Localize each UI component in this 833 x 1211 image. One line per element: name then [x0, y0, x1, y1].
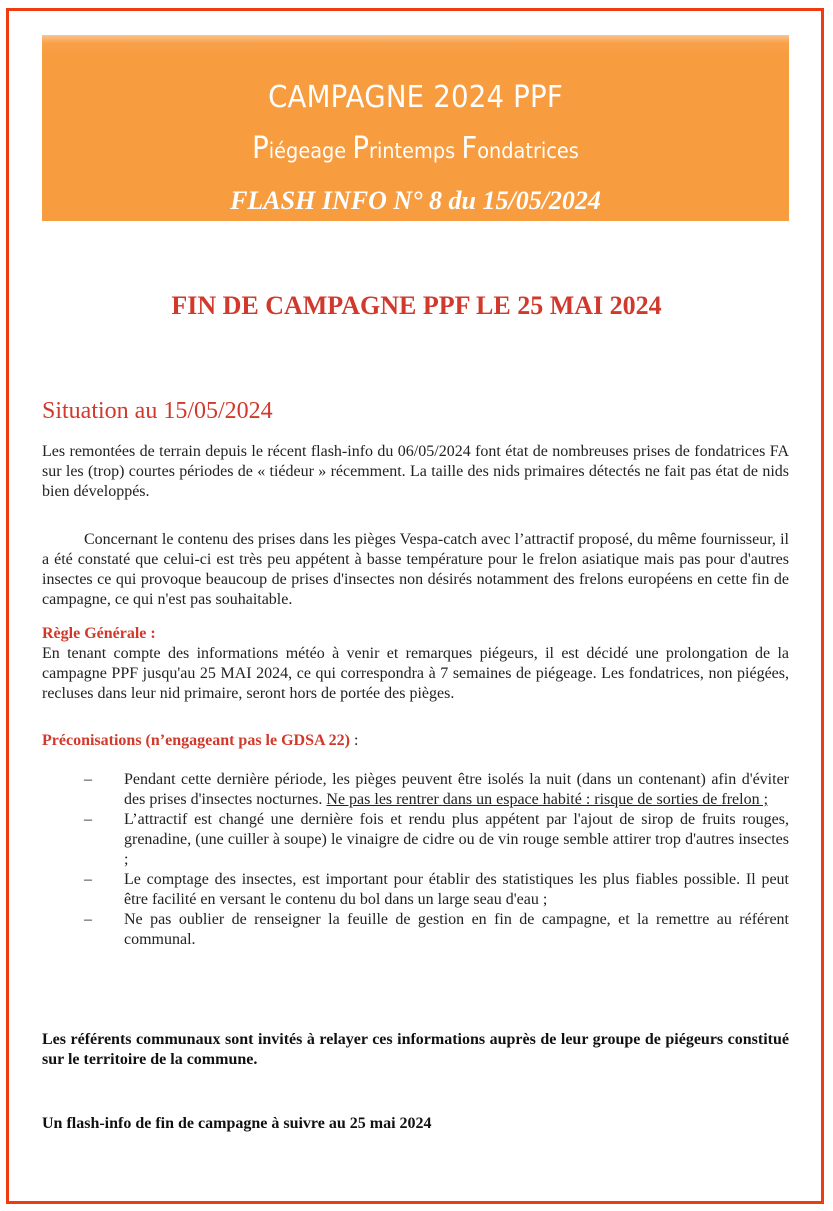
- preconisations-colon: :: [350, 732, 359, 749]
- list-item-text: Pendant cette dernière période, les pièges peuvent être isolés la nuit (dans un contenant) afin d'éviter des prises d'insectes nocturnes.: [124, 771, 789, 808]
- dash-bullet-icon: –: [84, 771, 92, 788]
- list-item: [84, 870, 789, 910]
- subtitle-word: iégeage: [268, 139, 353, 163]
- preconisations-heading: Préconisations (n’engageant pas le GDSA 22): [42, 732, 350, 749]
- subtitle-initial: F: [461, 131, 478, 166]
- situation-heading: Situation au 15/05/2024: [42, 398, 273, 424]
- subtitle-word: rintemps: [368, 139, 462, 163]
- list-item-text: Le comptage des insectes, est important pour établir des statistiques les plus fiables possible. Il peut être facilité en versant le contenu du bol dans un large seau d'eau ;: [124, 871, 789, 908]
- subtitle-initial: P: [352, 131, 369, 166]
- header-banner: [42, 35, 789, 221]
- list-item-text: Ne pas oublier de renseigner la feuille de gestion en fin de campagne, et la remettre au référent communal.: [124, 911, 789, 948]
- dash-bullet-icon: –: [84, 871, 92, 888]
- list-item: [84, 770, 789, 810]
- main-title: FIN DE CAMPAGNE PPF LE 25 MAI 2024: [171, 291, 662, 320]
- banner-subtitle: [72, 131, 759, 166]
- subtitle-initial: P: [252, 131, 269, 166]
- banner-title: CAMPAGNE 2024 PPF: [268, 80, 563, 115]
- regle-heading: Règle Générale :: [42, 625, 156, 642]
- list-item-underlined-warning: Ne pas les rentrer dans un espace habité : risque de sorties de frelon ;: [326, 791, 769, 808]
- dash-bullet-icon: –: [84, 811, 92, 828]
- preconisations-heading-row: [42, 731, 789, 751]
- list-item: [84, 810, 789, 870]
- dash-bullet-icon: –: [84, 911, 92, 928]
- referents-notice: Les référents communaux sont invités à relayer ces informations auprès de leur groupe de piégeurs constitué sur le territoire de la commune.: [42, 1031, 789, 1068]
- preconisations-list: [84, 770, 789, 950]
- situation-paragraph-2: Concernant le contenu des prises dans les pièges Vespa-catch avec l’attractif proposé, du même fournisseur, il a été constaté que celui-ci est très peu appétent à basse température pour le frelon asiatique mais pas pour d'autres insectes ce qui provoque beaucoup de prises d'insectes non désirés notamment des frelons européens en cette fin de campagne, ce qui n'est pas souhaitable.: [42, 531, 789, 608]
- list-item: [84, 910, 789, 950]
- regle-text: En tenant compte des informations météo à venir et remarques piégeurs, il est décidé une prolongation de la campagne PPF jusqu'au 25 MAI 2024, ce qui correspondra à 7 semaines de piégeage. Les fondatrices, non piégées, recluses dans leur nid primaire, seront hors de portée des pièges.: [42, 645, 789, 702]
- next-flash-info-notice: Un flash-info de fin de campagne à suivre au 25 mai 2024: [42, 1115, 432, 1132]
- flash-info-label: FLASH INFO N° 8 du 15/05/2024: [230, 186, 601, 215]
- situation-paragraph-1: Les remontées de terrain depuis le récent flash-info du 06/05/2024 font état de nombreuses prises de fondatrices FA sur les (trop) courtes périodes de « tiédeur » récemment. La taille des nids primaires détectés ne fait pas état de nids bien développés.: [42, 443, 789, 500]
- subtitle-word: ondatrices: [477, 139, 579, 163]
- regle-section: [42, 624, 789, 704]
- list-item-text: L’attractif est changé une dernière fois et rendu plus appétent par l'ajout de sirop de fruits rouges, grenadine, (une cuiller à soupe) le vinaigre de cidre ou de vin rouge semble attirer trop d'autres insectes ;: [124, 811, 789, 868]
